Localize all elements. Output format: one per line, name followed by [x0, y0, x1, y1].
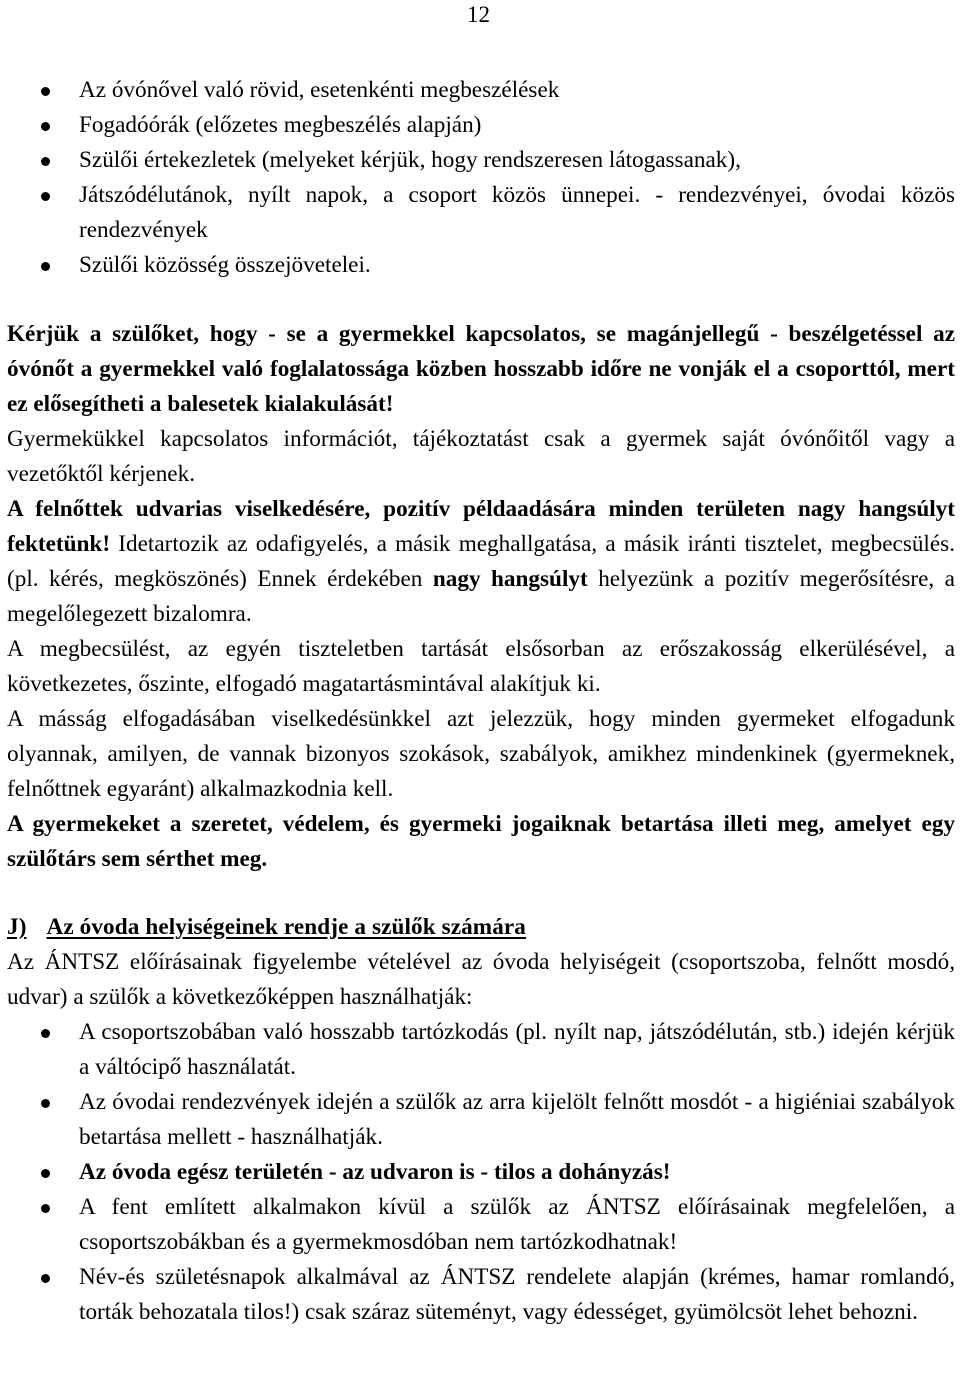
- rooms-rules-list: [7, 1015, 955, 1330]
- page-content: [7, 73, 955, 1330]
- paragraph-courtesy: [7, 492, 955, 632]
- list-item: [7, 73, 955, 108]
- contact-forms-list: [7, 73, 955, 283]
- paragraph-courtesy-bold-emphasis: nagy hangsúlyt: [432, 566, 588, 592]
- bullet-icon: [41, 87, 50, 96]
- bullet-icon: [41, 192, 50, 201]
- bullet-icon: [41, 262, 50, 271]
- paragraph-antsz-intro: Az ÁNTSZ előírásainak figyelembe vételével az óvoda helyiségeit (csoportszoba, felnőtt mosdó, udvar) a szülők a következőképpen használhatják:: [7, 949, 955, 1010]
- paragraph-otherness: A másság elfogadásában viselkedésünkkel azt jelezzük, hogy minden gyermeket elfogadunk olyannak, amilyen, de vannak bizonyos szokások, szabályok, amikhez mindenkinek (gyermeknek, felnőttnek egyaránt) alkalmazkodnia kell.: [7, 706, 955, 802]
- list-item: [7, 1190, 955, 1260]
- bullet-icon: [41, 1204, 50, 1213]
- list-item: [7, 248, 955, 283]
- section-heading-title: Az óvoda helyiségeinek rendje a szülők számára: [46, 914, 527, 940]
- bullet-icon: [41, 1099, 50, 1108]
- list-item-text: Az óvodai rendezvények idején a szülők az arra kijelölt felnőtt mosdót - a higiéniai szabályok betartása mellett - használhatják.: [79, 1089, 955, 1150]
- paragraph-bold-notice: Kérjük a szülőket, hogy - se a gyermekkel kapcsolatos, se magánjellegű - beszélgetéssel az óvónőt a gyermekkel való foglalatossága közben hosszabb időre ne vonják el a csoporttól, mert ez elősegítheti a balesetek kialakulását!: [7, 321, 955, 417]
- list-item: [7, 143, 955, 178]
- list-item: [7, 1260, 955, 1330]
- spacer: [7, 283, 955, 317]
- list-item-text: Az óvónővel való rövid, esetenkénti megbeszélések: [79, 77, 560, 103]
- paragraph-courtesy-text-end: helyezünk a pozitív megerősítésre, a megelőlegezett bizalomra.: [7, 566, 955, 627]
- page-number: 12: [467, 2, 490, 27]
- list-item: [7, 178, 955, 248]
- list-item-text: Az óvoda egész területén - az udvaron is - tilos a dohányzás!: [79, 1159, 671, 1185]
- list-item: [7, 1155, 955, 1190]
- bullet-icon: [41, 1274, 50, 1283]
- paragraph-courtesy-text: Idetartozik az odafigyelés, a másik meghallgatása, a másik iránti tisztelet, megbecsülés. (pl. kérés, megköszönés) Ennek érdekében: [7, 531, 955, 592]
- list-item-text: Név-és születésnapok alkalmával az ÁNTSZ rendelete alapján (krémes, hamar romlandó, torták behozatala tilos!) csak száraz süteményt, vagy édességet, gyümölcsöt lehet behozni.: [79, 1264, 955, 1325]
- list-item-text: Fogadóórák (előzetes megbeszélés alapján): [79, 112, 482, 138]
- bullet-icon: [41, 1029, 50, 1038]
- paragraph-information: Gyermekükkel kapcsolatos információt, tájékoztatást csak a gyermek saját óvónőitől vagy a vezetőktől kérjenek.: [7, 426, 955, 487]
- list-item-text: A fent említett alkalmakon kívül a szülők az ÁNTSZ előírásainak megfelelően, a csoportszobákban és a gyermekmosdóban nem tartózkodhatnak!: [79, 1194, 955, 1255]
- bullet-icon: [41, 122, 50, 131]
- bullet-icon: [41, 1169, 50, 1178]
- paragraph-child-rights: A gyermekeket a szeretet, védelem, és gyermeki jogaiknak betartása illeti meg, amelyet egy szülőtárs sem sérthet meg.: [7, 811, 955, 872]
- list-item: [7, 108, 955, 143]
- list-item: [7, 1085, 955, 1155]
- bullet-icon: [41, 157, 50, 166]
- list-item-text: Szülői közösség összejövetelei.: [79, 252, 371, 278]
- section-heading-letter: J): [7, 914, 27, 940]
- list-item-text: Szülői értekezletek (melyeket kérjük, hogy rendszeresen látogassanak),: [79, 147, 741, 173]
- list-item-text: A csoportszobában való hosszabb tartózkodás (pl. nyílt nap, játszódélután, stb.) idején kérjük a váltócipő használatát.: [79, 1019, 955, 1080]
- paragraph-respect: A megbecsülést, az egyén tiszteletben tartását elsősorban az erőszakosság elkerülésével, a következetes, őszinte, elfogadó magatartásmintával alakítjuk ki.: [7, 636, 955, 697]
- section-heading: [7, 910, 955, 945]
- list-item-text: Játszódélutánok, nyílt napok, a csoport közös ünnepei. - rendezvényei, óvodai közös rendezvények: [79, 182, 955, 243]
- paragraph-courtesy-bold: A felnőttek udvarias viselkedésére, pozitív példaadására minden területen nagy hangsúlyt fektetünk!: [7, 496, 955, 557]
- list-item: [7, 1015, 955, 1085]
